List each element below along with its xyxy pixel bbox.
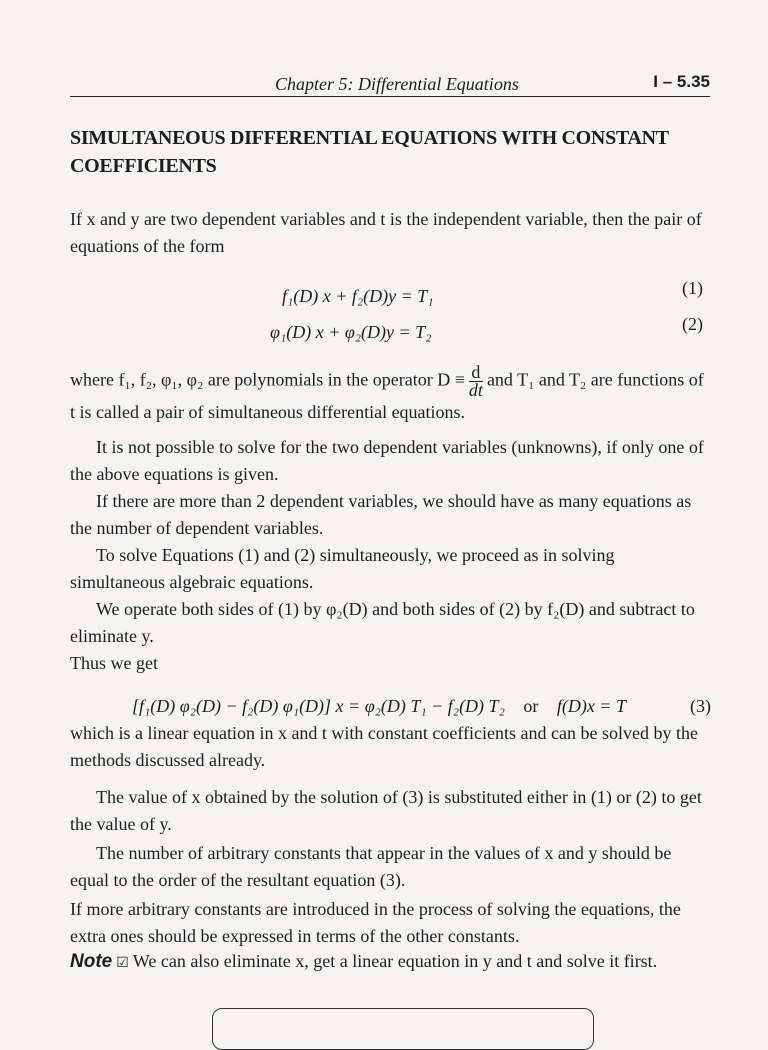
paragraph-dependent-variables: If there are more than 2 dependent variables, we should have as many equations as the number of dependent variables. <box>70 491 692 538</box>
equation-3 <box>132 696 626 717</box>
equation-3-or: or <box>523 696 539 716</box>
where-text-before: where f₁, f₂, φ₁, φ₂ are polynomials in the operator D ≡ <box>70 369 465 390</box>
next-box-border <box>212 1008 594 1050</box>
where-text-after: and T₁ and T₂ are functions of t is called a pair of simultaneous differential equations. <box>70 369 704 422</box>
equation-2-number: (2) <box>682 314 703 334</box>
paragraph-unknowns: It is not possible to solve for the two dependent variables (unknowns), if only one of the above equations is given. <box>70 437 704 484</box>
paragraph-solve: To solve Equations (1) and (2) simultaneously, we proceed as in solving simultaneous algebraic equations. <box>70 545 615 592</box>
paragraph-operate: We operate both sides of (1) by φ₂(D) and both sides of (2) by f₂(D) and subtract to eliminate y. <box>70 599 695 646</box>
thus-we-get: Thus we get <box>70 653 158 673</box>
fraction-denominator: dt <box>468 380 483 400</box>
paragraph-linear-equation: which is a linear equation in x and t with constant coefficients and can be solved by the methods discussed already. <box>70 723 698 770</box>
equation-3-main: [f₁(D) φ₂(D) − f₂(D) φ₁(D)] x = φ₂(D) T₁ − f₂(D) T₂ <box>132 696 505 716</box>
running-title: Chapter 5: Differential Equations <box>275 74 519 94</box>
paragraph-extra-constants: If more arbitrary constants are introduced in the process of solving the equations, the extra ones should be expressed in terms of the other constants. <box>70 899 681 946</box>
intro-paragraph: If x and y are two dependent variables and t is the independent variable, then the pair of equations of the form <box>70 209 702 256</box>
checkbox-icon: ☑ <box>116 956 129 971</box>
equation-1-number: (1) <box>682 278 703 298</box>
note-paragraph <box>70 948 710 977</box>
fraction-numerator: d <box>469 364 483 382</box>
section-title: SIMULTANEOUS DIFFERENTIAL EQUATIONS WITH CONSTANT COEFFICIENTS <box>70 127 669 177</box>
equation-1: f₁(D) x + f₂(D)y = T₁ <box>282 286 434 306</box>
paragraph-arbitrary-constants: The number of arbitrary constants that appear in the values of x and y should be equal to the order of the resultant equation (3). <box>70 843 672 890</box>
where-paragraph <box>70 364 710 426</box>
note-text: We can also eliminate x, get a linear equation in y and t and solve it first. <box>132 951 658 971</box>
note-label: Note <box>70 951 113 972</box>
equation-3-number: (3) <box>690 696 711 716</box>
running-header <box>70 74 710 97</box>
paragraph-value-x: The value of x obtained by the solution of (3) is substituted either in (1) or (2) to get the value of y. <box>70 787 702 834</box>
equation-3-short: f(D)x = T <box>556 696 626 716</box>
page-number: I – 5.35 <box>653 72 710 91</box>
operator-fraction <box>469 364 483 399</box>
equation-2: φ₁(D) x + φ₂(D)y = T₂ <box>270 322 432 342</box>
